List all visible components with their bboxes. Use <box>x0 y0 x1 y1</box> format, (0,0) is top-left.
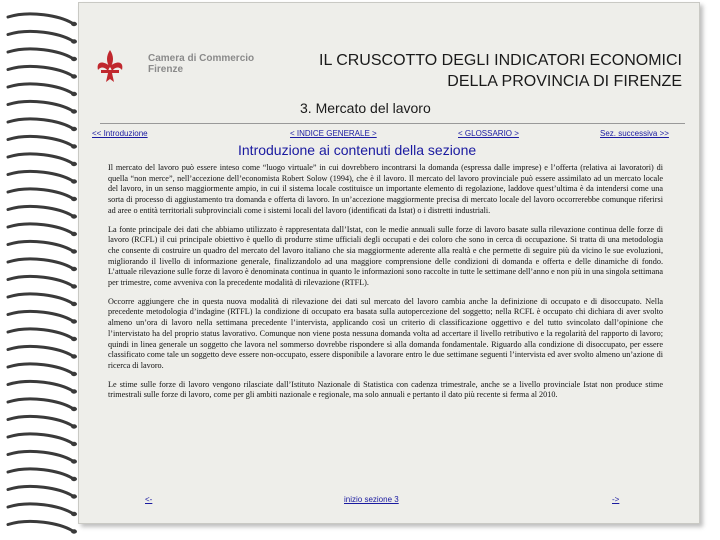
spiral-hole <box>71 162 77 166</box>
paragraph-1: Il mercato del lavoro può essere inteso come “luogo virtuale” in cui dovrebbero incontrarsi la domanda (espressa dalle imprese) e l’offerta (relativa ai lavoratori) di quella “non merce”, nell’accezione dell’economista Robert Solow (1994), che è il lavoro. Il mercato del lavoro provinciale può essere assimilato ad un mercato locale del lavoro, in un senso maggiormente ampio, in cui il sistema locale costituisce un importante elemento di regolazione, laddove quest’ultima è da intendersi come una sorta di processo di aggiustamento tra domanda e offerta di lavoro. In un’accezione maggiormente precisa di mercato locale del lavoro occorrerebbe comunque riferirsi ad aree o entità territoriali subprovinciali come i sistemi locali del lavoro (identificati da Istat) o i distretti industriali. <box>108 163 663 215</box>
spiral-ring <box>8 451 72 460</box>
spiral-ring <box>8 101 72 110</box>
nav-intro-link[interactable]: << Introduzione <box>92 129 148 138</box>
spiral-hole <box>71 442 77 446</box>
spiral-ring <box>8 521 72 530</box>
spiral-ring <box>8 276 72 285</box>
page-title <box>240 50 682 92</box>
nav-next-section-link[interactable]: Sez. successiva >> <box>600 129 669 138</box>
section-heading: 3. Mercato del lavoro <box>300 100 431 116</box>
spiral-ring <box>8 469 72 478</box>
spiral-hole <box>71 39 77 43</box>
logo-line1: Camera di Commercio <box>148 53 255 64</box>
spiral-hole <box>71 319 77 323</box>
spiral-ring <box>8 381 72 390</box>
spiral-hole <box>71 57 77 61</box>
spiral-hole <box>71 389 77 393</box>
paragraph-2: La fonte principale dei dati che abbiamo utilizzato è rappresentata dall’Istat, con le medie annuali sulle forze di lavoro basate sulla rilevazione continua delle forze di lavoro (RCFL) il cui principale obiettivo è quello di produrre stime ufficiali degli occupati e dei coloro che sono in cerca di occupazione. Si tratta di una metodologia che consente di costruire un quadro del mercato del lavoro italiano che sia maggiormente aderente alla realtà e che permette di seguire più da vicino le sue evoluzioni, migliorando il livello di informazione generale, finalizzandolo ad una maggiore comprensione delle condizioni di domanda e offerta e delle dinamiche di fondo. L’attuale rilevazione sulle forze di lavoro è denominata continua in quanto le informazioni sono raccolte in tutte le settimane dell’anno e non più in una singola settimana per trimestre, come avveniva con la precedente modalità di rilevazione (RTFL). <box>108 224 663 288</box>
spiral-hole <box>71 284 77 288</box>
spiral-ring <box>8 206 72 215</box>
spiral-ring <box>8 486 72 495</box>
spiral-hole <box>71 372 77 376</box>
spiral-hole <box>71 302 77 306</box>
spiral-ring <box>8 171 72 180</box>
spiral-hole <box>71 214 77 218</box>
spiral-ring <box>8 416 72 425</box>
nav-glossary-link[interactable]: < GLOSSARIO > <box>458 129 519 138</box>
spiral-hole <box>71 144 77 148</box>
spiral-hole <box>71 494 77 498</box>
spiral-ring <box>8 399 72 408</box>
spiral-ring <box>8 259 72 268</box>
spiral-hole <box>71 109 77 113</box>
spiral-ring <box>8 294 72 303</box>
spiral-binding <box>0 0 90 540</box>
section-start-link[interactable]: inizio sezione 3 <box>344 495 399 504</box>
florence-lily-logo-icon <box>92 46 128 86</box>
logo-wordmark <box>148 53 254 75</box>
spiral-ring <box>8 434 72 443</box>
spiral-ring <box>8 154 72 163</box>
spiral-ring <box>8 346 72 355</box>
spiral-hole <box>71 424 77 428</box>
next-page-link[interactable]: -> <box>612 495 620 504</box>
prev-page-link[interactable]: <- <box>145 495 153 504</box>
spiral-ring <box>8 84 72 93</box>
spiral-hole <box>71 22 77 26</box>
section-subtitle: Introduzione ai contenuti della sezione <box>238 142 477 158</box>
spiral-ring <box>8 329 72 338</box>
spiral-hole <box>71 407 77 411</box>
paragraph-4: Le stime sulle forze di lavoro vengono rilasciate dall’Istituto Nazionale di Statistica con cadenza trimestrale, anche se a livello provinciale Istat non produce stime trimestrali sulle forze di lavoro, come per gli ambiti nazionale e regionale, ma solo annuali e pertanto il dato più recente si ferma al 2010. <box>108 379 663 400</box>
spiral-ring <box>8 14 72 23</box>
header-divider <box>100 123 685 124</box>
spiral-hole <box>71 232 77 236</box>
spiral-hole <box>71 197 77 201</box>
spiral-hole <box>71 127 77 131</box>
spiral-hole <box>71 74 77 78</box>
spiral-hole <box>71 92 77 96</box>
spiral-hole <box>71 459 77 463</box>
spiral-ring <box>8 189 72 198</box>
spiral-hole <box>71 354 77 358</box>
spiral-ring <box>8 119 72 128</box>
body-text <box>108 163 663 409</box>
spiral-ring <box>8 364 72 373</box>
spiral-ring <box>8 49 72 58</box>
spiral-hole <box>71 512 77 516</box>
spiral-hole <box>71 249 77 253</box>
spiral-ring <box>8 31 72 40</box>
paragraph-3: Occorre aggiungere che in questa nuova modalità di rilevazione dei dati sul mercato del lavoro cambia anche la definizione di occupato e di disoccupato. Nella precedente metodologia d’indagine (RTFL) la condizione di occupato era basata sulla autopercezione del soggetto; nella RCFL è occupato chi dichiara di aver svolto almeno un’ora di lavoro nella settimana precedente l’intervista, applicando così un criterio di classificazione oggettivo e del tutto svincolato dall’opinione che l’intervistato ha del proprio status lavorativo. Comunque non viene posta nessuna domanda volta ad accertare il livello retributivo e la regolarità del rapporto di lavoro; quindi in linea generale un soggetto che lavora nel sommerso dovrebbe rispondere sì alla domanda fondamentale. Riguardo alla condizione di disoccupato, per essere classificato come tale un soggetto deve essere non-occupato, essere disponibile a lavorare entro le due settimane seguenti l’intervista ed aver svolto almeno un’azione di ricerca di lavoro. <box>108 296 663 370</box>
spiral-ring <box>8 504 72 513</box>
spiral-ring <box>8 241 72 250</box>
spiral-ring <box>8 136 72 145</box>
spiral-ring <box>8 224 72 233</box>
spiral-hole <box>71 179 77 183</box>
logo-line2: Firenze <box>148 64 184 75</box>
title-line1: IL CRUSCOTTO DEGLI INDICATORI ECONOMICI <box>319 52 682 69</box>
spiral-hole <box>71 267 77 271</box>
spiral-hole <box>71 529 77 533</box>
title-line2: DELLA PROVINCIA DI FIRENZE <box>447 73 682 90</box>
nav-index-link[interactable]: < INDICE GENERALE > <box>290 129 377 138</box>
spiral-hole <box>71 337 77 341</box>
spiral-ring <box>8 311 72 320</box>
spiral-ring <box>8 66 72 75</box>
spiral-hole <box>71 477 77 481</box>
